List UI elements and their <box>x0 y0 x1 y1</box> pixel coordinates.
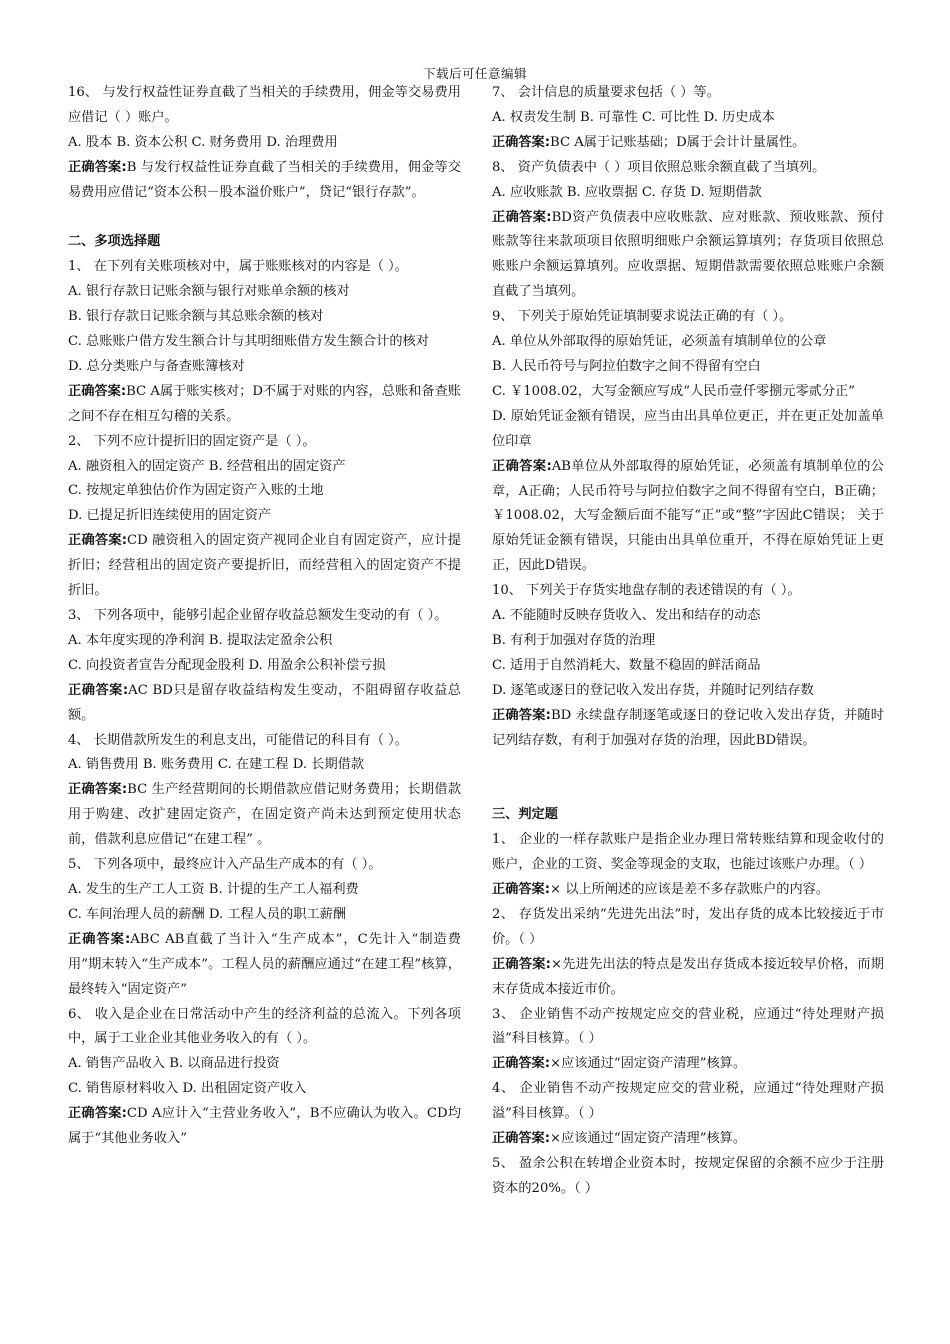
answer-text: AC BD只是留存收益结构发生变动，不阻碍留存收益总额。 <box>68 682 461 723</box>
answer-text: BC A属于记账基础；D属于会计计量属性。 <box>550 134 806 150</box>
question-10-answer <box>492 704 884 754</box>
judgment-2: 2、 存货发出采纳“先进先出法”时，发出存货的成本比较接近于市价。（ ） <box>492 906 884 947</box>
answer-text: ×应该通过“固定资产清理”核算。 <box>550 1056 747 1072</box>
answer-text: ×应该通过“固定资产清理”核算。 <box>550 1131 747 1147</box>
answer-text: BC A属于账实核对；D不属于对账的内容，总账和备查账之间不存在相互勾稽的关系。 <box>68 383 461 424</box>
question-9-answer <box>492 455 884 580</box>
option-b: B. 银行存款日记账余额与其总账余额的核对 <box>68 309 324 325</box>
answer-text: BD 永续盘存制逐笔或逐日的登记收入发出存货，并随时记列结存数，有利于加强对存货的治理，因此BD错误。 <box>492 707 884 748</box>
answer-text: BD资产负债表中应收账款、应对账款、预收账款、预付账款等往来款项项目依照明细账户余额运算填列；存货项目依照总账账户余额运算填列。应收票据、短期借款需要依照总账账户余额直截了当填列。 <box>492 209 885 300</box>
answer-label: 正确答案: <box>492 1131 551 1147</box>
option-ab: A. 销售产品收入 B. 以商品进行投资 <box>68 1056 280 1072</box>
question-4-options: A. 销售费用 B. 账务费用 C. 在建工程 D. 长期借款 <box>68 757 365 773</box>
option-cd: C. 向投资者宣告分配现金股利 D. 用盈余公积补偿亏损 <box>68 657 386 673</box>
question-7: 7、 会计信息的质量要求包括（ ）等。 <box>492 85 720 100</box>
question-9: 9、 下列关于原始凭证填制要求说法正确的有（ ）。 <box>492 309 793 325</box>
answer-label: 正确答案: <box>492 1056 551 1072</box>
answer-text: B 与发行权益性证券直截了当相关的手续费用，佣金等交易费用应借记“资本公积－股本溢价账户”，贷记“银行存款”。 <box>68 159 461 200</box>
option-b: B. 有利于加强对存货的治理 <box>492 632 656 648</box>
option-d: D. 已提足折旧连续使用的固定资产 <box>68 508 272 524</box>
question-7-answer <box>492 131 884 156</box>
option-d: D. 逐笔或逐日的登记收入发出存货，并随时记列结存数 <box>492 682 814 698</box>
answer-label: 正确答案: <box>492 707 551 723</box>
page-header: 下载后可任意编辑 <box>422 66 527 81</box>
question-6-answer <box>68 1102 461 1152</box>
question-8-options: A. 应收账款 B. 应收票据 C. 存货 D. 短期借款 <box>492 184 762 200</box>
answer-label: 正确答案: <box>492 209 552 225</box>
question-5: 5、 下列各项中，最终应计入产品生产成本的有（ ）。 <box>68 857 382 873</box>
option-d: D. 总分类账户与备查账簿核对 <box>68 358 245 374</box>
judgment-4-answer <box>492 1127 884 1152</box>
answer-text: BC 生产经营期间的长期借款应借记财务费用；长期借款用于购建、改扩建固定资产，在固定资产尚未达到预定使用状态前，借款利息应借记“在建工程” 。 <box>68 782 462 848</box>
judgment-3-answer <box>492 1052 884 1077</box>
answer-label: 正确答案: <box>68 782 128 798</box>
option-ab: A. 融资租入的固定资产 B. 经营租出的固定资产 <box>68 458 346 474</box>
option-ab: A. 发生的生产工人工资 B. 计提的生产工人福利费 <box>68 881 359 897</box>
answer-label: 正确答案: <box>492 881 551 897</box>
judgment-4: 4、 企业销售不动产按规定应交的营业税，应通过“待处理财产损溢”科目核算。（ ） <box>492 1081 884 1122</box>
question-1: 1、 在下列有关账项核对中，属于账账核对的内容是（ ）。 <box>68 259 408 275</box>
option-a: A. 银行存款日记账余额与银行对账单余额的核对 <box>68 284 350 300</box>
question-6: 6、 收入是企业在日常活动中产生的经济利益的总流入。下列各项中，属于工业企业其他业务收入的有（ ）。 <box>68 1006 461 1047</box>
answer-label: 正确答案: <box>68 159 127 175</box>
judgment-5: 5、 盈余公积在转增企业资本时，按规定保留的余额不应少于注册资本的20%。（ ） <box>492 1155 884 1196</box>
section-title-true-false: 三、判定题 <box>492 807 558 823</box>
option-c: C. 按规定单独估价作为固定资产入账的土地 <box>68 483 324 499</box>
option-c: C. 总账账户借方发生额合计与其明细账借方发生额合计的核对 <box>68 334 429 350</box>
option-cd: C. 销售原材料收入 D. 出租固定资产收入 <box>68 1081 307 1097</box>
question-8-answer <box>492 206 884 306</box>
judgment-2-answer <box>492 953 884 1003</box>
question-16-answer <box>68 156 461 206</box>
answer-text: CD A应计入“主营业务收入”，B不应确认为收入。CD均属于“其他业务收入” <box>68 1106 462 1147</box>
option-a: A. 不能随时反映存货收入、发出和结存的动态 <box>492 608 761 624</box>
answer-text: CD 融资租入的固定资产视同企业自有固定资产，应计提折旧；经营租出的固定资产要提折旧，而经营租入的固定资产不提折旧。 <box>68 533 461 599</box>
answer-text: × 以上所阐述的应该是差不多存款账户的内容。 <box>550 881 830 897</box>
answer-text: ABC AB直截了当计入“生产成本”，C先计入“制造费用”期末转入“生产成本”。工程人员的薪酬应通过“在建工程”核算，最终转入“固定资产” <box>68 931 461 997</box>
option-b: B. 人民币符号与阿拉伯数字之间不得留有空白 <box>492 358 761 374</box>
question-3: 3、 下列各项中，能够引起企业留存收益总额发生变动的有（ ）。 <box>68 608 448 624</box>
section-title-multiple-choice: 二、多项选择题 <box>68 234 161 250</box>
option-a: A. 单位从外部取得的原始凭证，必须盖有填制单位的公章 <box>492 334 827 350</box>
question-4: 4、 长期借款所发生的利息支出，可能借记的科目有（ ）。 <box>68 732 408 748</box>
judgment-1: 1、 企业的一样存款账户是指企业办理日常转账结算和现金收付的账户，企业的工资、奖金等现金的支取，也能过该账户办理。（ ） <box>492 832 884 873</box>
judgment-3: 3、 企业销售不动产按规定应交的营业税，应通过“待处理财产损溢”科目核算。（ ） <box>492 1006 884 1047</box>
question-1-answer <box>68 380 461 430</box>
judgment-1-answer <box>492 878 884 903</box>
question-7-options: A. 权责发生制 B. 可靠性 C. 可比性 D. 历史成本 <box>492 109 775 125</box>
option-ab: A. 本年度实现的净利润 B. 提取法定盈余公积 <box>68 632 333 648</box>
question-8: 8、 资产负债表中（ ）项目依照总账余额直截了当填列。 <box>492 159 826 175</box>
question-16-options: A. 股本 B. 资本公积 C. 财务费用 D. 治理费用 <box>68 134 338 150</box>
question-16: 16、 与发行权益性证券直截了当相关的手续费用，佣金等交易费用应借记（ ）账户。 <box>68 85 461 125</box>
answer-label: 正确答案: <box>68 533 128 549</box>
question-4-answer <box>68 778 461 853</box>
option-cd: C. 车间治理人员的薪酬 D. 工程人员的职工薪酬 <box>68 906 347 922</box>
left-column <box>68 81 461 1152</box>
option-c: C. ￥1008.02，大写金额应写成“人民币壹仟零捌元零贰分正” <box>492 383 855 399</box>
question-10: 10、 下列关于存货实地盘存制的表述错误的有（ ）。 <box>492 583 801 599</box>
question-3-answer <box>68 679 461 729</box>
option-d: D. 原始凭证金额有错误，应当由出具单位更正，并在更正处加盖单位印章 <box>492 408 884 449</box>
answer-text: AB单位从外部取得的原始凭证，必须盖有填制单位的公章，A正确；人民币符号与阿拉伯数字之间不得留有空白，B正确；￥1008.02，大写金额后面不能写“正”或“整”字因此C错误； 关于原始凭证金额有错误，只能由出具单位重开，不得在原始凭证上更正，因此D错误。 <box>492 458 884 574</box>
option-c: C. 适用于自然消耗大、数量不稳固的鲜活商品 <box>492 657 761 673</box>
answer-label: 正确答案: <box>68 383 127 399</box>
right-column <box>492 81 884 1202</box>
answer-label: 正确答案: <box>68 931 131 947</box>
answer-label: 正确答案: <box>492 956 551 972</box>
answer-label: 正确答案: <box>68 682 129 698</box>
question-2-answer <box>68 529 461 604</box>
question-2: 2、 下列不应计提折旧的固定资产是（ ）。 <box>68 433 316 449</box>
answer-text: ×先进先出法的特点是发出存货成本接近较早价格，而期末存货成本接近市价。 <box>492 956 884 997</box>
answer-label: 正确答案: <box>492 458 552 474</box>
answer-label: 正确答案: <box>68 1106 127 1122</box>
question-5-answer <box>68 928 461 1003</box>
answer-label: 正确答案: <box>492 134 551 150</box>
